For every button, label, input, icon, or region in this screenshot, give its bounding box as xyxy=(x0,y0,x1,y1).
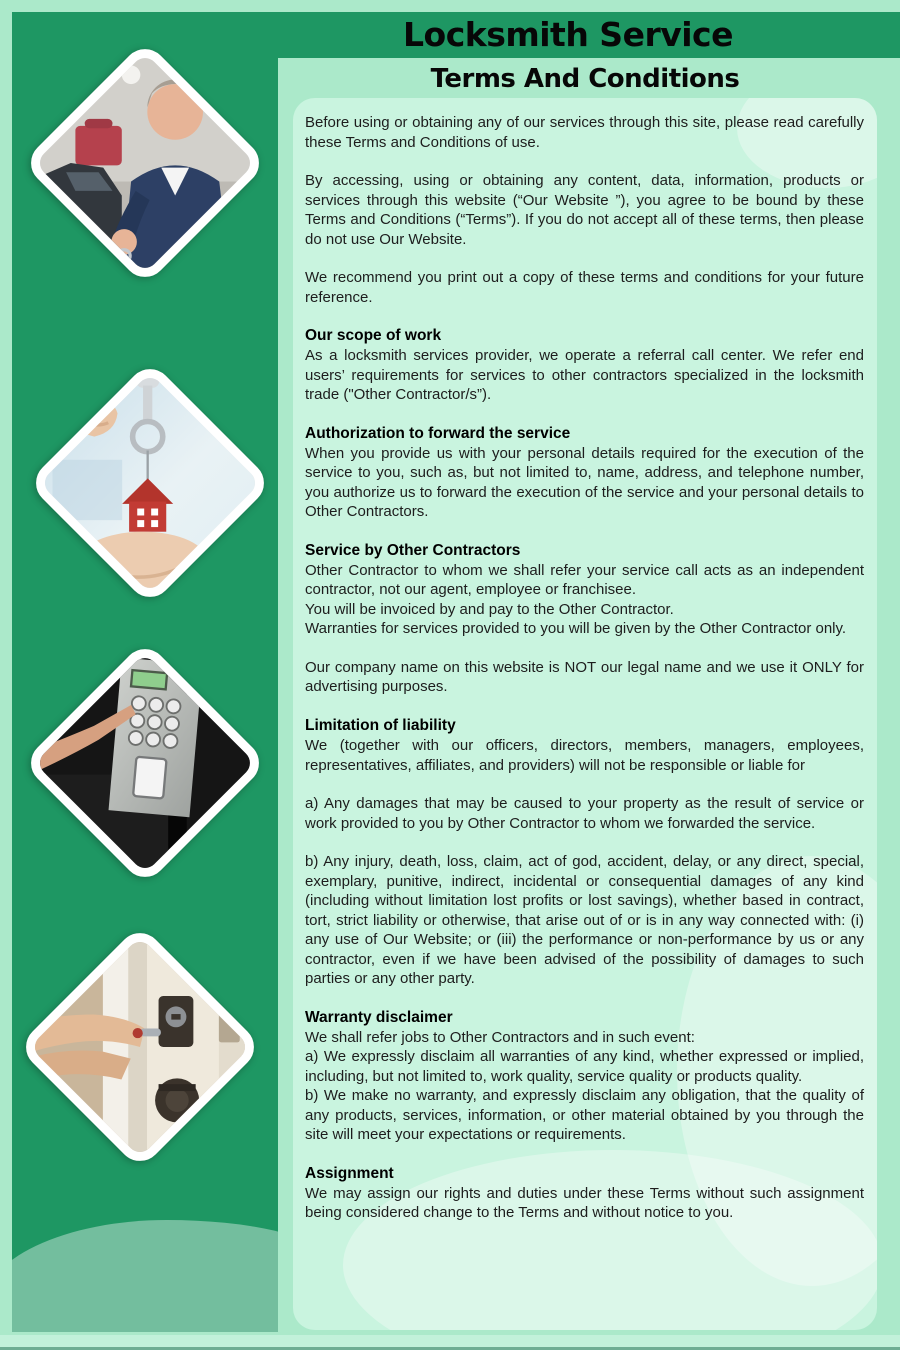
section-paragraph: We (together with our officers, directors, members, managers, employees, representatives, affiliates, and providers) will not be responsible or liable for xyxy=(305,737,864,774)
section-line: You will be invoiced by and pay to the Other Contractor. xyxy=(305,600,674,618)
section-heading-assignment: Assignment xyxy=(305,1164,394,1182)
section-line: b) We make no warranty, and expressly disclaim any obligation, that the quality of any products, services, information, or other material obtained by you through the site will meet your expectations or requirements. xyxy=(305,1087,864,1144)
section-paragraph: When you provide us with your personal details required for the execution of the service to you, such as, but not limited to, name, address, and telephone number, you authorize us to forward the execution of the service and your personal details to Other Contractors. xyxy=(305,444,864,521)
section-line: Warranties for services provided to you will be given by the Other Contractor only. xyxy=(305,620,847,638)
intro-paragraph: We recommend you print out a copy of these terms and conditions for your future reference. xyxy=(305,269,864,306)
terms-content-panel xyxy=(293,98,877,1330)
terms-content xyxy=(293,98,877,1256)
intro-paragraph: Before using or obtaining any of our services through this site, please read carefully these Terms and Conditions of use. xyxy=(305,114,864,151)
section-heading-liability: Limitation of liability xyxy=(305,716,456,734)
company-name-note: Our company name on this website is NOT our legal name and we use it ONLY for advertising purposes. xyxy=(305,658,864,696)
section-paragraph: a) Any damages that may be caused to your property as the result of service or work provided to you by Other Contractor to whom we forwarded the service. xyxy=(305,795,864,832)
section-heading-authorization: Authorization to forward the service xyxy=(305,424,571,442)
section-line: Other Contractor to whom we shall refer your service call acts as an independent contractor, not our agent, employee or franchisee. xyxy=(305,561,864,599)
section-paragraph: b) Any injury, death, loss, claim, act of god, accident, delay, or any direct, special, exemplary, punitive, indirect, incidental or consequential damages of any kind (including without limitation lost profits or lost savings), whether based in contract, tort, strict liability or otherwise, that arise out of or is in any way connected with: (i) any use of Our Website; or (iii) the performance or non-performance by us or any contractor, even if we have been advised of the possibility of damages to such parties or any other party. xyxy=(305,853,864,988)
section-heading-warranty: Warranty disclaimer xyxy=(305,1008,453,1026)
section-paragraph: We may assign our rights and duties under these Terms without such assignment being considered change to the Terms and without notice to you. xyxy=(305,1184,864,1222)
decorative-blob xyxy=(12,1220,278,1332)
section-heading-service: Service by Other Contractors xyxy=(305,541,521,559)
page-subtitle: Terms And Conditions xyxy=(430,64,740,94)
section-line: We shall refer jobs to Other Contractors and in such event: xyxy=(305,1028,695,1046)
section-paragraph: As a locksmith services provider, we operate a referral call center. We refer end users’ requirements for services to other contractors specialized in the locksmith trade ("Other Contractor/s”). xyxy=(305,347,864,404)
intro-paragraph: By accessing, using or obtaining any content, data, information, products or services through this website (“Our Website ”), you agree to be bound by these Terms and Conditions (“Terms”). If you do not accept all of these terms, then please do not use Our Website. xyxy=(305,172,864,248)
section-line: a) We expressly disclaim all warranties of any kind, whether expressed or implied, including, but not limited to, work quality, service quality or products quality. xyxy=(305,1048,864,1085)
page-title: Locksmith Service xyxy=(403,15,733,54)
section-heading-scope: Our scope of work xyxy=(305,327,442,344)
